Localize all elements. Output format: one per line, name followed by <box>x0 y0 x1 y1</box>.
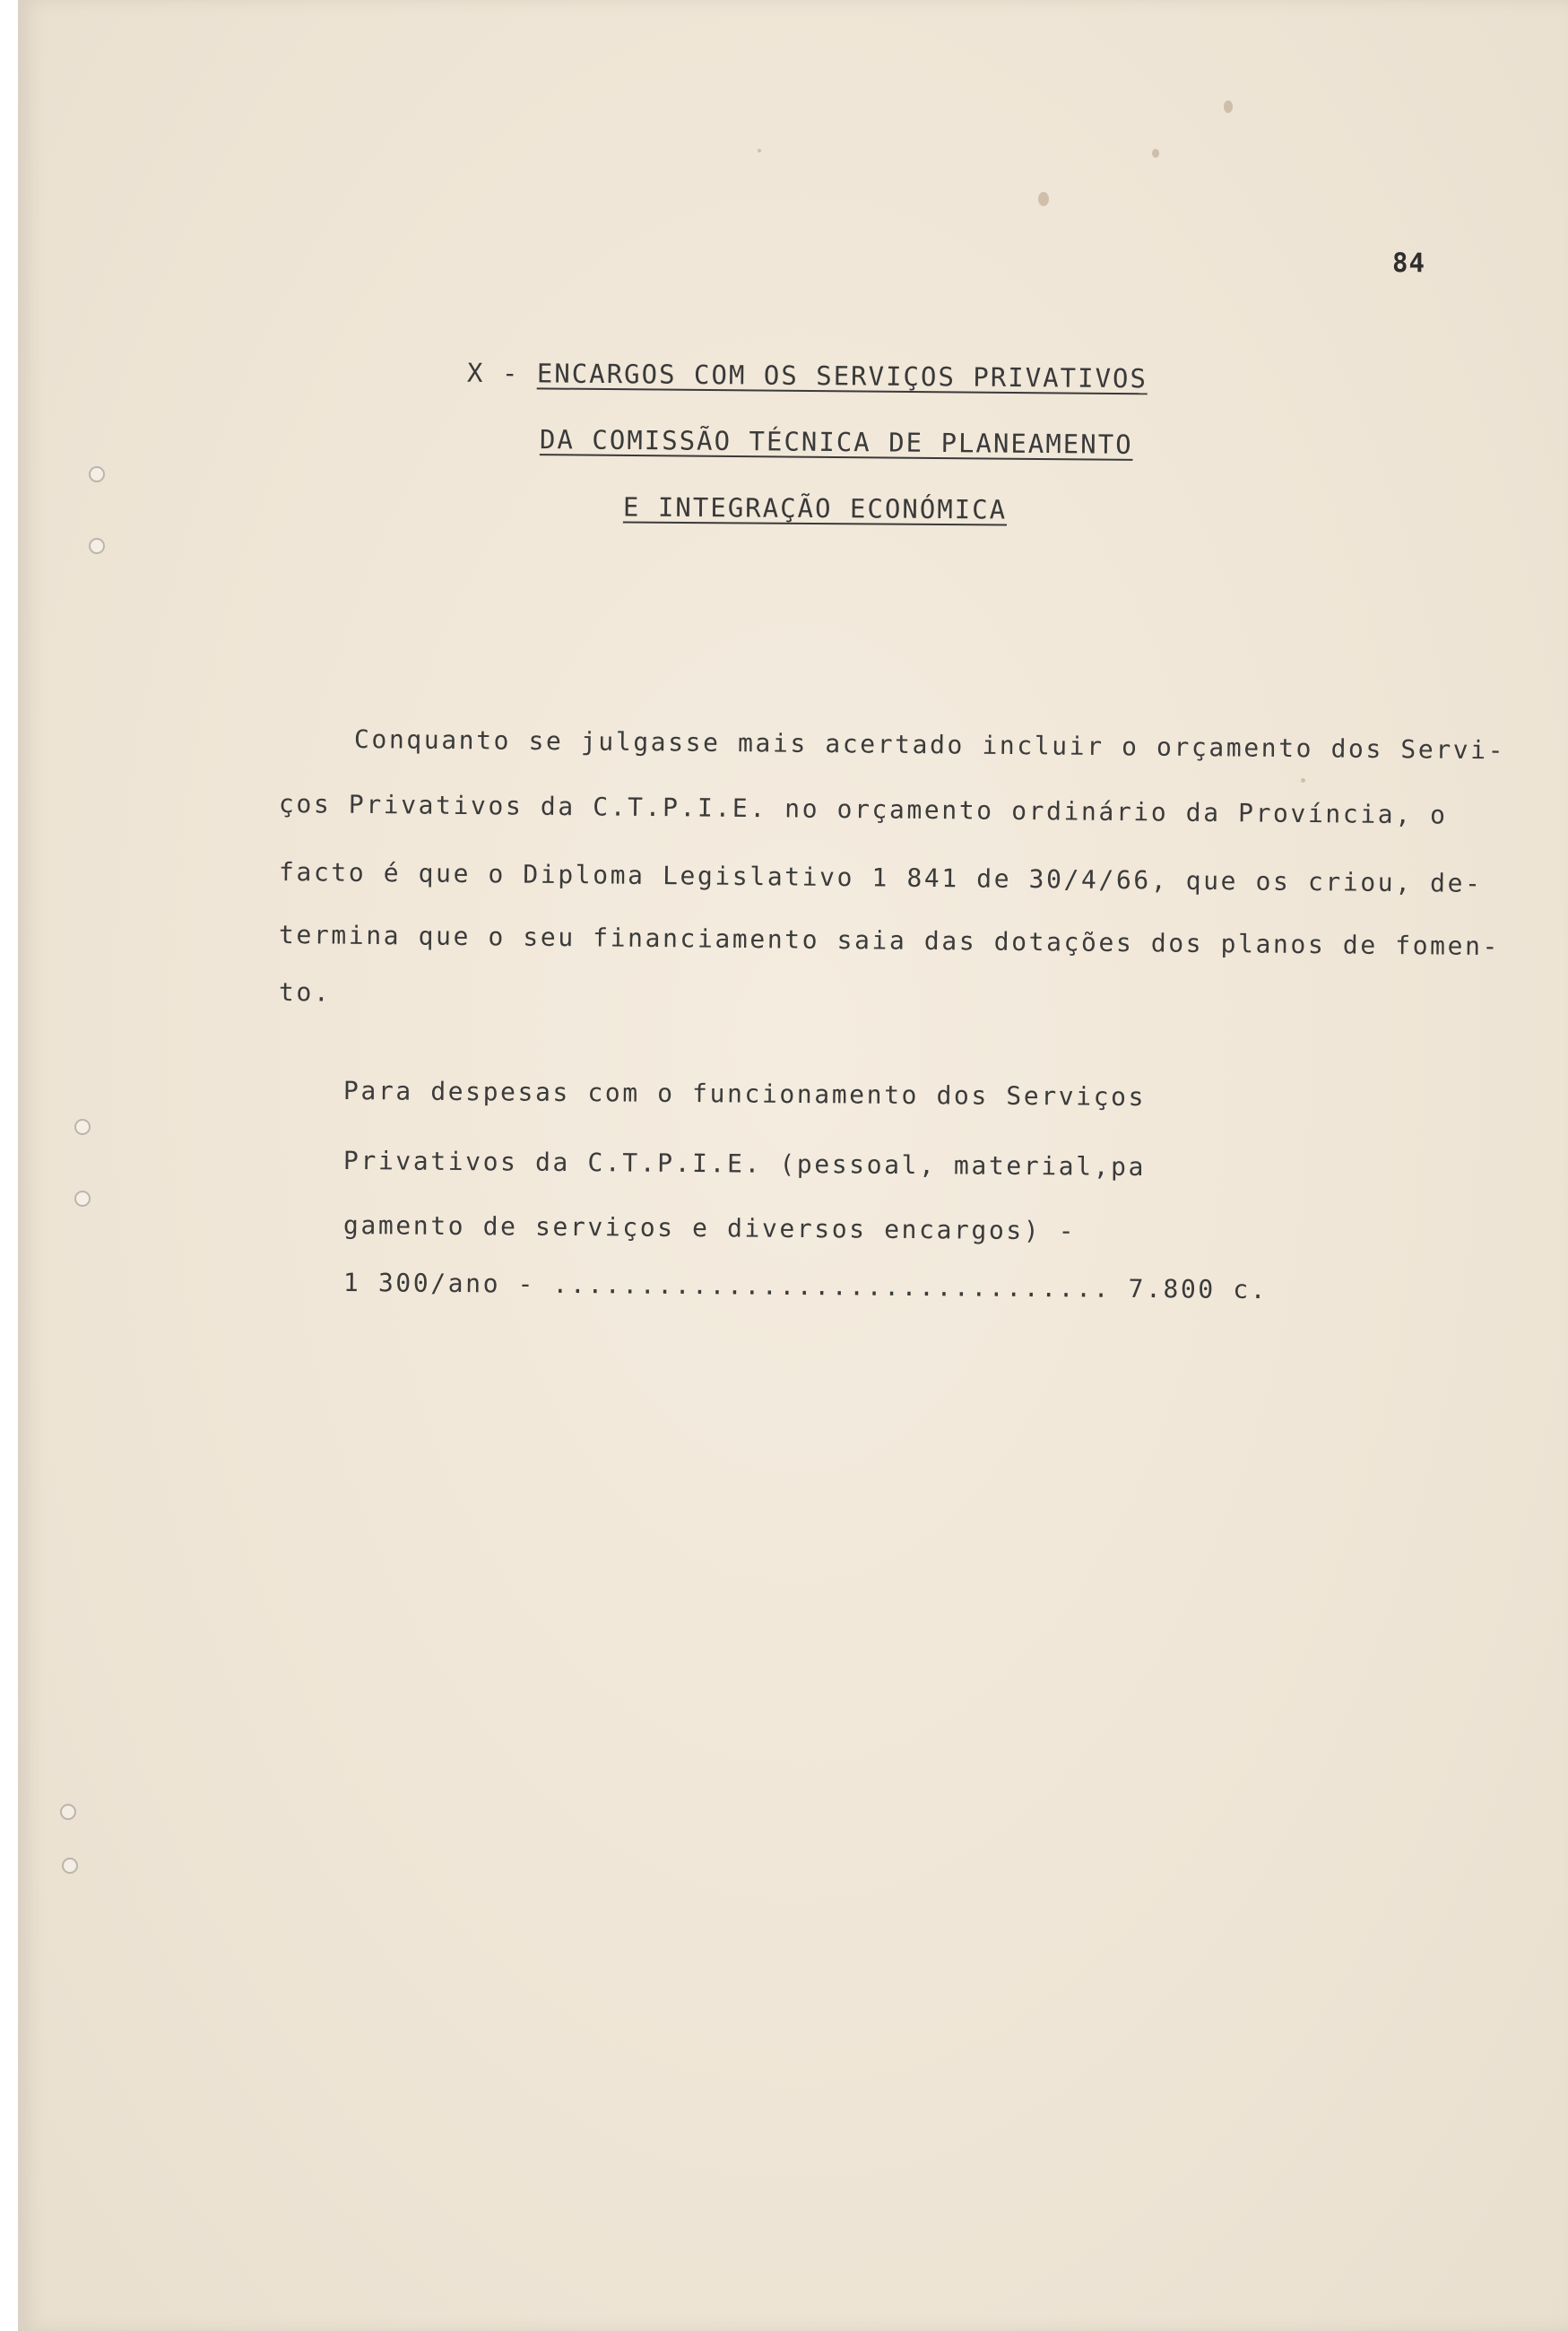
paragraph-line: to. <box>278 977 332 1008</box>
binding-hole <box>62 1858 78 1874</box>
binding-hole <box>74 1119 91 1135</box>
page-number: 84 <box>1392 247 1425 278</box>
expense-line: Privativos da C.T.P.I.E. (pessoal, material,pa <box>342 1146 1147 1183</box>
heading-title-end: E INTEGRAÇÃO ECONÓMICA <box>622 491 1008 525</box>
paper-stain <box>1301 778 1305 783</box>
paper-stain <box>1038 192 1049 206</box>
expense-line: gamento de serviços e diversos encargos) - <box>342 1210 1077 1246</box>
document-page <box>18 0 1568 2331</box>
page-edge <box>0 0 18 2331</box>
heading-line-2 <box>540 424 1133 460</box>
paragraph-line: termina que o seu financiamento saia das dotações dos planos de fomen- <box>278 920 1501 962</box>
paragraph-line: ços Privativos da C.T.P.I.E. no orçamento ordinário da Província, o <box>278 789 1448 830</box>
heading-title-continued: DA COMISSÃO TÉCNICA DE PLANEAMENTO <box>539 424 1133 460</box>
heading-line-1 <box>467 358 1148 394</box>
paper-stain <box>1152 149 1159 158</box>
paragraph-line: Conquanto se julgasse mais acertado incluir o orçamento dos Servi- <box>353 724 1506 766</box>
paper-stain <box>1224 100 1233 113</box>
paragraph-line: facto é que o Diploma Legislativo 1 841 de 30/4/66, que os criou, de- <box>278 857 1483 898</box>
binding-hole <box>74 1191 91 1207</box>
expense-total-line: 1 300/ano - ................................ 7.800 c. <box>342 1268 1269 1305</box>
expense-line: Para despesas com o funcionamento dos Serviços <box>342 1076 1147 1113</box>
heading-title: ENCARGOS COM OS SERVIÇOS PRIVATIVOS <box>536 358 1148 394</box>
heading-line-3 <box>623 492 1007 525</box>
binding-hole <box>89 466 105 482</box>
heading-numeral: X - <box>466 357 538 389</box>
binding-hole <box>89 538 105 554</box>
paper-stain <box>758 149 761 152</box>
binding-hole <box>60 1804 76 1820</box>
